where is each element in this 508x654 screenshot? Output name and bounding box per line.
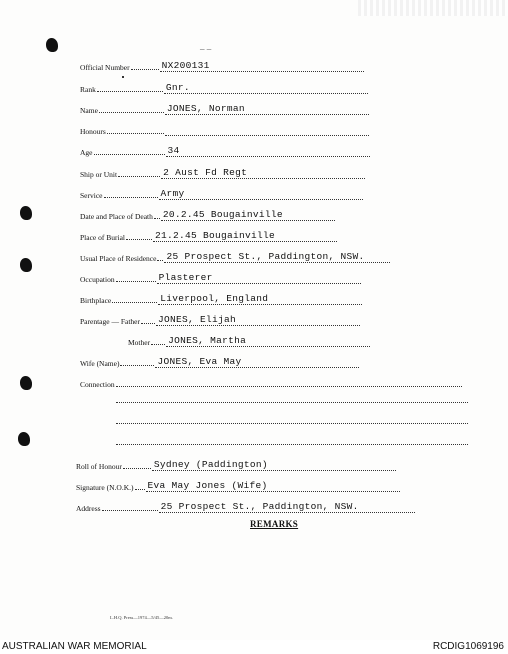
- field-label: Address: [76, 504, 101, 513]
- field-birthplace: [80, 291, 362, 305]
- field-occupation: [80, 270, 361, 284]
- field-label: Usual Place of Residence: [80, 254, 157, 263]
- field-label: Place of Burial: [80, 233, 125, 242]
- punch-hole: [46, 38, 58, 52]
- scan-artifact: [358, 0, 508, 16]
- field-name: [80, 101, 369, 115]
- field-value: 34: [166, 145, 370, 157]
- field-label: Mother: [128, 338, 151, 347]
- field-connection: [80, 375, 463, 389]
- archive-footer: [0, 640, 508, 654]
- punch-hole: [20, 258, 32, 272]
- field-value: Gnr.: [164, 82, 368, 94]
- field-value: JONES, Elijah: [156, 314, 360, 326]
- field-age: [80, 143, 370, 157]
- field-label: Connection: [80, 380, 115, 389]
- field-label: Roll of Honour: [76, 462, 122, 471]
- scan-mark: – –: [200, 44, 212, 54]
- field-rank: [80, 80, 368, 94]
- field-value: 25 Prospect St., Paddington, NSW.: [159, 501, 415, 513]
- field-roll-of-honour: [76, 457, 396, 471]
- archive-name: AUSTRALIAN WAR MEMORIAL: [2, 641, 147, 652]
- print-code: L.H.Q. Press—1974—5/45—20m.: [110, 615, 173, 620]
- punch-hole: [20, 206, 32, 220]
- field-label: Parentage — Father: [80, 317, 140, 326]
- field-value: Sydney (Paddington): [152, 459, 396, 471]
- field-service: [80, 186, 363, 200]
- field-label: Honours: [80, 127, 106, 136]
- field-mother: [128, 333, 370, 347]
- field-label: Signature (N.O.K.): [76, 483, 134, 492]
- scan-dot: [122, 76, 124, 78]
- punch-hole: [18, 432, 30, 446]
- field-value: 20.2.45 Bougainville: [161, 209, 335, 221]
- field-label: Rank: [80, 85, 96, 94]
- field-label: Wife (Name): [80, 359, 120, 368]
- field-ship-or-unit: [80, 165, 365, 179]
- punch-hole: [20, 376, 32, 390]
- field-value: JONES, Eva May: [155, 356, 359, 368]
- connection-line: [116, 402, 468, 403]
- field-death: [80, 207, 335, 221]
- field-value: 21.2.45 Bougainville: [153, 230, 337, 242]
- field-label: Official Number: [80, 63, 130, 72]
- field-label: Service: [80, 191, 103, 200]
- field-official-number: [80, 58, 364, 72]
- field-value: Eva May Jones (Wife): [146, 480, 400, 492]
- field-value: [165, 135, 369, 136]
- field-signature: [76, 478, 400, 492]
- field-value: Army: [159, 188, 363, 200]
- field-value: NX200131: [160, 60, 364, 72]
- field-value: Liverpool, England: [158, 293, 362, 305]
- field-residence: [80, 249, 390, 263]
- field-father: [80, 312, 360, 326]
- remarks-heading: REMARKS: [250, 519, 299, 529]
- field-value: 2 Aust Fd Regt: [161, 167, 365, 179]
- field-address: [76, 499, 415, 513]
- field-burial: [80, 228, 337, 242]
- field-label: Name: [80, 106, 98, 115]
- field-wife: [80, 354, 359, 368]
- field-label: Age: [80, 148, 93, 157]
- field-honours: [80, 122, 369, 136]
- field-label: Ship or Unit: [80, 170, 118, 179]
- archive-id: RCDIG1069196: [432, 641, 504, 652]
- field-label: Occupation: [80, 275, 115, 284]
- connection-line: [116, 423, 468, 424]
- field-value: JONES, Martha: [166, 335, 370, 347]
- field-label: Birthplace: [80, 296, 112, 305]
- field-value: 25 Prospect St., Paddington, NSW.: [164, 251, 390, 263]
- field-value: JONES, Norman: [165, 103, 369, 115]
- field-value: Plasterer: [157, 272, 361, 284]
- field-label: Date and Place of Death: [80, 212, 153, 221]
- connection-line: [116, 444, 468, 445]
